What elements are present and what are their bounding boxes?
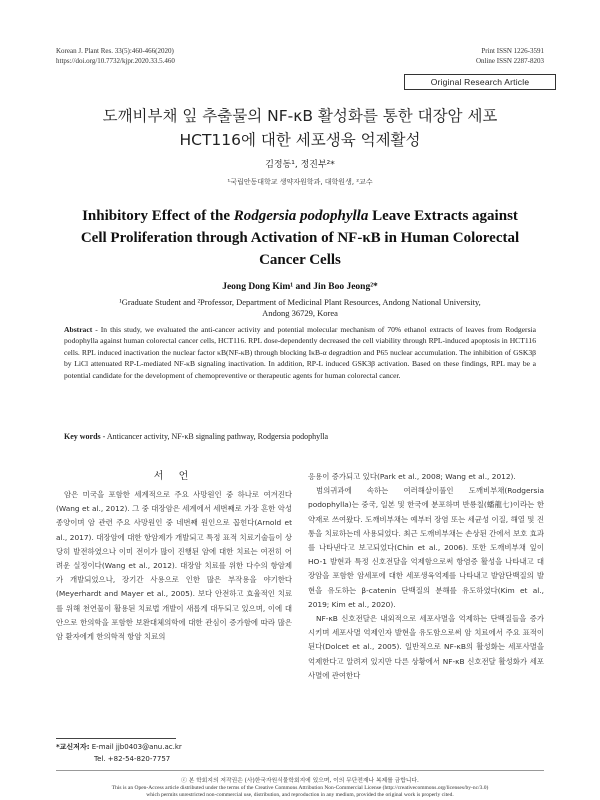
korean-affiliation: ¹국립안동대학교 생약자원학과, 대학원생, ²교수 — [227, 178, 373, 186]
korean-title — [40, 104, 560, 152]
article-type-badge: Original Research Article — [404, 74, 556, 90]
correspondence-note — [56, 741, 182, 765]
abstract-label: Abstract — [64, 325, 93, 334]
footnote-divider — [56, 738, 176, 739]
abstract — [64, 324, 536, 381]
correspondence-label: *교신저자: — [56, 743, 90, 751]
journal-header — [56, 46, 175, 66]
english-affiliation — [60, 297, 540, 319]
english-affiliation-line-2: Andong 36729, Korea — [262, 308, 338, 318]
english-title-post: Leave Extracts against — [368, 208, 518, 224]
issn-header — [476, 46, 544, 66]
english-affiliation-line-1: ¹Graduate Student and ²Professor, Department of Medicinal Plant Resources, Andong National University, — [119, 297, 481, 307]
english-title-pre: Inhibitory Effect of the — [82, 208, 234, 224]
korean-authors: 김정동¹, 정진부²* — [265, 160, 335, 170]
korean-title-line-2: HCT116에 대한 세포생육 억제활성 — [179, 131, 421, 149]
body-paragraph: 암은 미국을 포함한 세계적으로 주요 사망원인 중 하나로 여겨진다(Wang et al., 2012). 그 중 대장암은 세계에서 세번째로 가장 흔한 악성종양이며 암 관련 주요 사망원인 중 네번째 원인으로 꼽힌다(Arnold et al., 2017). 대장암에 대한 항암제가 개발되고 특정 표적 치료기술들이 상당히 발전하였으나 이미 전이가 많이 진행된 암에 대한 치료는 여전히 어려운 실정이다(Wang et al., 2012). 대장암 치료를 위한 다수의 항암제가 개발되었으나, 장기간 사용으로 인한 많은 부작용을 야기한다(Meyerhardt and Mayer et al., 2005). 보다 안전하고 효율적인 치료를 위해 천연물이 활용된 치료법 개발이 새롭게 대두되고 있으며, 이에 대안으로 한의학을 포함한 보완대체의학에 대한 관심이 증가함에 따라 많은 암 환자에게 한의학적 항암 치료의 — [56, 490, 292, 642]
license-notice — [40, 785, 560, 799]
online-issn: Online ISSN 2287-8203 — [475, 57, 544, 65]
print-issn: Print ISSN 1226-3591 — [481, 47, 544, 55]
correspondence-tel: Tel. +82-54-820-7757 — [94, 755, 171, 763]
journal-citation: Korean J. Plant Res. 33(5):460-466(2020) — [56, 47, 174, 55]
correspondence-email[interactable]: E-mail jjb0403@anu.ac.kr — [91, 743, 182, 751]
body-paragraph: 응용이 증가되고 있다(Park et al., 2008; Wang et al., 2012). — [308, 472, 516, 481]
english-title-line-2: Cell Proliferation through Activation of NF-κB in Human Colorectal — [80, 230, 520, 246]
doi-link[interactable]: https://doi.org/10.7732/kjpr.2020.33.5.460 — [56, 57, 175, 65]
abstract-text: - In this study, we evaluated the anti-cancer activity and potential molecular mechanism of 70% ethanol extracts of leaves from Rodgersia podophylla against human colorectal cancer cells, HCT116. RPL dose-dependently decreased the cell viability through RPL-induced apoptosis in HCT116 cells. RPL induced inactivation the nuclear factor κB(NF-κB) through blocking IκB-α degradtion and P65 nuclear accumulation. The inhibition of GSK3β by LiCl attenuated RP-L-mediated NF-κB signaling inactivation. In addition, RP-L induced GSK3β activation. Based on these findings, RPL may be a potential candidate for the development of chemopreventive or therapeutic agents for human colorectal cancer. — [64, 325, 536, 380]
body-column-left — [56, 488, 292, 644]
body-paragraph: 범의귀과에 속하는 여러해살이풀인 도깨비부채(Rodgersia podophylla)는 중국, 일본 및 한국에 분포하며 반룡칠(蟠龍七)이라는 한약재로 쓰여왔다. 도깨비부채는 예부터 장염 또는 세균성 이질, 해열 및 진통을 치료하는데 사용되었다. 최근 도깨비부채는 손상된 간에서 보호 효과를 나타낸다고 보고되었다(Chin et al., 2006). 또한 도깨비부채 잎이 HO-1 발현과 특정 신호전달을 억제함으로써 항염증 활성을 나타내고 대장암을 포함한 암세포에 대한 세포생육억제를 나타내고 발암단백질의 발현을 유도하는 β-catenin 단백질의 분해를 유도하였다(Kim et al., 2019; Kim et al., 2020). — [308, 486, 544, 609]
copyright-notice: ⓒ 본 학회지의 저작권은 (사)한국자원식물학회지에 있으며, 이의 무단전재나 복제를 금합니다. — [181, 778, 419, 784]
english-title — [40, 205, 560, 271]
keywords-label: Key words — [64, 432, 101, 441]
korean-title-line-1: 도깨비부채 잎 추출물의 NF-κB 활성화를 통한 대장암 세포 — [102, 107, 498, 125]
license-line-2: which permits unrestricted non-commercial use, distribution, and reproduction in any medium, provided the original work is properly cited. — [146, 792, 454, 798]
keywords-text: - Anticancer activity, NF-κB signaling pathway, Rodgersia podophylla — [100, 432, 329, 441]
english-authors: Jeong Dong Kim¹ and Jin Boo Jeong²* — [222, 282, 378, 292]
footer-divider — [56, 770, 544, 771]
body-column-right — [308, 470, 544, 683]
english-title-line-1 — [40, 205, 560, 227]
body-paragraph: NF-κB 신호전달은 내외적으로 세포사멸을 억제하는 단백질들을 증가시키며 세포사멸 억제인자 발현을 유도함으로써 암 치료에서 주요 표적이 된다(Dolcet et al., 2005). 일반적으로 NF-κB의 활성화는 세포사멸을 억제한다고 알려져 있지만 다른 상황에서 NF-κB 신호전달 활성화가 세포사멸에 관여한다 — [308, 614, 544, 680]
english-title-species: Rodgersia podophylla — [233, 208, 369, 224]
license-line-1: This is an Open-Access article distributed under the terms of the Creative Commons Attribution Non-Commercial License (http://creativecommons.org/licenses/by-nc/3.0) — [111, 785, 489, 791]
section-title-introduction: 서 언 — [153, 471, 195, 482]
keywords — [64, 432, 536, 441]
english-title-line-3: Cancer Cells — [259, 252, 341, 268]
